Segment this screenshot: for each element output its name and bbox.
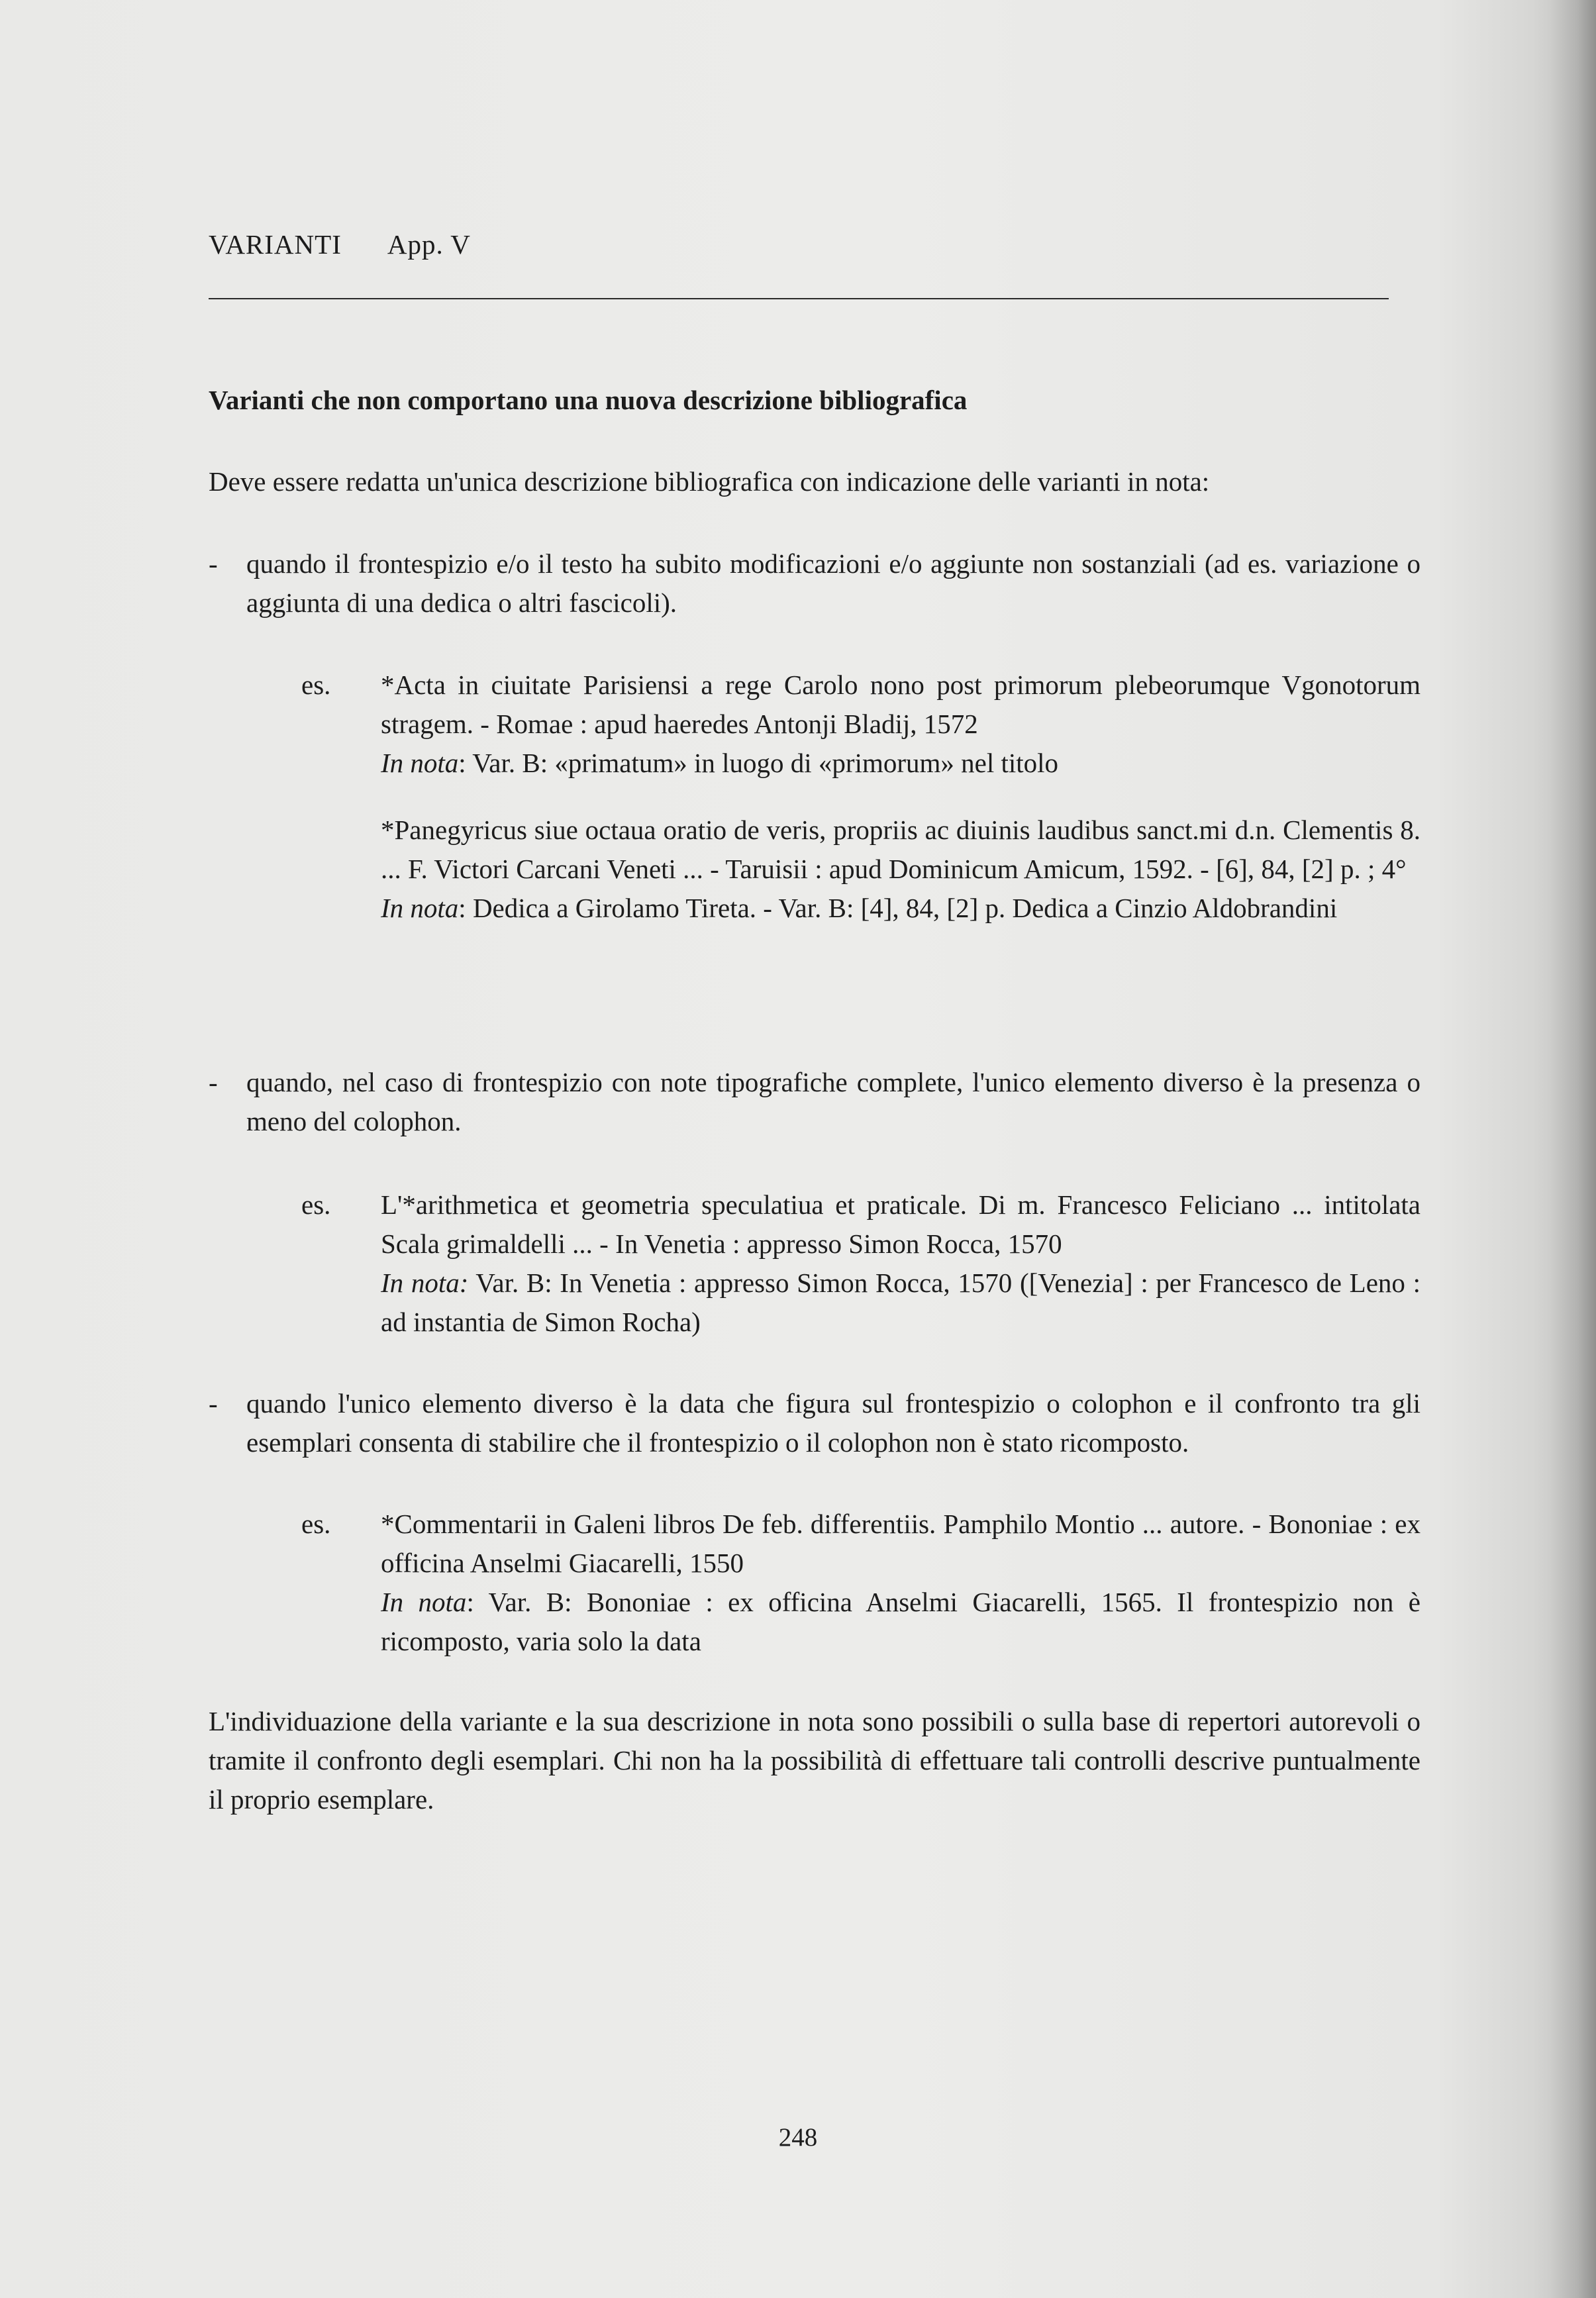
bullet-item-3 <box>209 1384 1421 1462</box>
bullet-text: quando l'unico elemento diverso è la data che figura sul frontespizio o colophon e il confronto tra gli esemplari consenta di stabilire che il frontespizio o il colophon non è stato ricomposto. <box>246 1388 1421 1458</box>
note-text: : Var. B: Bononiae : ex officina Anselmi Giacarelli, 1565. Il frontespizio non è ricomposto, varia solo la data <box>381 1587 1421 1656</box>
page-number: 248 <box>778 2123 818 2152</box>
bullet-text: quando, nel caso di frontespizio con note tipografiche complete, l'unico elemento diverso è la presenza o meno del colophon. <box>246 1067 1421 1136</box>
bullet-dash: - <box>209 548 218 579</box>
page-edge-shadow <box>1550 0 1596 2298</box>
example-entries <box>381 1185 1421 1342</box>
entry-note <box>381 744 1421 783</box>
running-head-section: VARIANTI <box>209 229 342 260</box>
running-head-appendix: App. V <box>387 229 471 260</box>
note-label: In nota <box>381 893 459 923</box>
running-head <box>209 228 471 260</box>
note-text: : Var. B: «primatum» in luogo di «primorum» nel titolo <box>458 748 1059 778</box>
bullet-dash: - <box>209 1388 218 1419</box>
note-text: Var. B: In Venetia : appresso Simon Rocca, 1570 ([Venezia] : per Francesco de Leno : ad instantia de Simon Rocha) <box>381 1268 1421 1337</box>
section-heading: Varianti che non comportano una nuova descrizione bibliografica <box>209 385 968 415</box>
bullet-item-1 <box>209 544 1421 623</box>
bibliographic-entry: *Acta in ciuitate Parisiensi a rege Carolo nono post primorum plebeorumque Vgonotorum stragem. - Romae : apud haeredes Antonji Bladij, 1572 <box>381 670 1421 739</box>
bibliographic-entry: L'*arithmetica et geometria speculatiua et praticale. Di m. Francesco Feliciano ... intitolata Scala grimaldelli ... - In Venetia : appresso Simon Rocca, 1570 <box>381 1189 1421 1259</box>
example-label: es. <box>301 1509 331 1539</box>
entry-note <box>381 1583 1421 1661</box>
bullet-text: quando il frontespizio e/o il testo ha subito modificazioni e/o aggiunte non sostanziali (ad es. variazione o aggiunta di una dedica o altri fascicoli). <box>246 548 1421 618</box>
bibliographic-entry: *Panegyricus siue octaua oratio de veris, propriis ac diuinis laudibus sanct.mi d.n. Clementis 8. ... F. Victori Carcani Veneti ... - Taruisii : apud Dominicum Amicum, 1592. - [6], 84, [2] p. ; 4° <box>381 815 1421 884</box>
example-label: es. <box>301 670 331 700</box>
bibliographic-entry: *Commentarii in Galeni libros De feb. differentiis. Pamphilo Montio ... autore. - Bononiae : ex officina Anselmi Giacarelli, 1550 <box>381 1509 1421 1578</box>
note-text: : Dedica a Girolamo Tireta. - Var. B: [4], 84, [2] p. Dedica a Cinzio Aldobrandini <box>458 893 1338 923</box>
note-label: In nota <box>381 1587 467 1617</box>
note-label: In nota: <box>381 1268 469 1298</box>
entry-note <box>381 889 1421 928</box>
note-label: In nota <box>381 748 459 778</box>
intro-paragraph: Deve essere redatta un'unica descrizione bibliografica con indicazione delle varianti in nota: <box>209 466 1210 497</box>
entry-note <box>381 1264 1421 1342</box>
bullet-item-2 <box>209 1063 1421 1141</box>
header-rule <box>209 298 1389 299</box>
example-entries <box>381 1505 1421 1661</box>
closing-paragraph: L'individuazione della variante e la sua descrizione in nota sono possibili o sulla base di repertori autorevoli o tramite il confronto degli esemplari. Chi non ha la possibilità di effettuare tali controlli descrive puntualmente il proprio esemplare. <box>209 1706 1421 1815</box>
example-entries <box>381 666 1421 928</box>
example-label: es. <box>301 1189 331 1220</box>
bullet-dash: - <box>209 1067 218 1097</box>
